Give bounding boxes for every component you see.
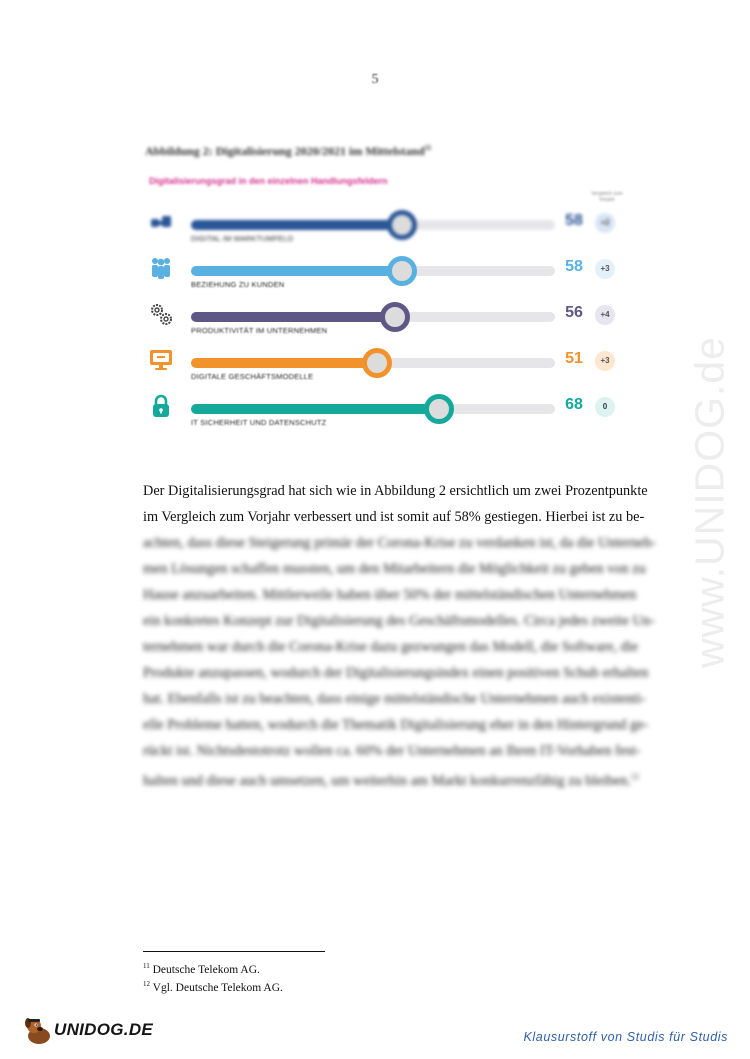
bar-track bbox=[191, 220, 555, 230]
change-badge: 0 bbox=[595, 397, 615, 417]
bar-fill bbox=[191, 312, 395, 322]
bar-track bbox=[191, 312, 555, 322]
bar-fill bbox=[191, 358, 377, 368]
bar-value: 58 bbox=[565, 212, 583, 229]
footnote-text: Vgl. Deutsche Telekom AG. bbox=[150, 981, 283, 994]
body-line: Der Digitalisierungsgrad hat sich wie in Abbildung 2 ersichtlich um zwei Prozentpunkte bbox=[143, 483, 648, 499]
body-line: ein konkretes Konzept zur Digitalisierung des Geschäftsmodelles. Circa jedes zweite Un- bbox=[143, 613, 655, 629]
change-badge: +4 bbox=[595, 305, 615, 325]
watermark bbox=[686, 282, 733, 722]
bar-label: BEZIEHUNG ZU KUNDEN bbox=[191, 280, 285, 289]
digitalization-chart bbox=[145, 176, 625, 436]
bar-value: 51 bbox=[565, 350, 583, 367]
body-line: achten, dass diese Steigerung primär der Corona-Krise zu verdanken ist, da die Unterneh- bbox=[143, 535, 656, 551]
change-column-header: Vergleich zum Vorjahr bbox=[591, 191, 623, 203]
footnote-text: Deutsche Telekom AG. bbox=[149, 963, 260, 976]
chart-row bbox=[145, 390, 625, 430]
bar-knob bbox=[362, 348, 392, 378]
page-number: 5 bbox=[371, 72, 379, 87]
change-badge: +3 bbox=[595, 351, 615, 371]
body-line: hat. Ebenfalls ist zu beachten, dass einige mittelständische Unternehmen auch existenti- bbox=[143, 691, 646, 707]
bar-fill bbox=[191, 220, 402, 230]
chart-row bbox=[145, 206, 625, 246]
footnotes bbox=[143, 959, 283, 995]
change-badge: +2 bbox=[595, 213, 615, 233]
bar-knob bbox=[424, 394, 454, 424]
footnote-ref: 12 bbox=[630, 772, 639, 781]
bar-value: 68 bbox=[565, 396, 583, 413]
footer-tagline: Klausurstoff von Studis für Studis bbox=[523, 1030, 728, 1044]
footnote-number: 11 bbox=[143, 962, 150, 970]
padlock-icon bbox=[149, 394, 173, 418]
bar-label: IT SICHERHEIT UND DATENSCHUTZ bbox=[191, 418, 327, 427]
bar-fill bbox=[191, 404, 439, 414]
bar-label: PRODUKTIVITÄT IM UNTERNEHMEN bbox=[191, 326, 328, 335]
customers-icon bbox=[149, 256, 173, 280]
body-line: im Vergleich zum Vorjahr verbessert und ist somit auf 58% gestiegen. Hierbei ist zu be- bbox=[143, 509, 645, 525]
figure-footnote-ref: 11 bbox=[424, 144, 432, 152]
bar-knob bbox=[387, 210, 417, 240]
footnote-divider bbox=[143, 951, 325, 952]
bar-track bbox=[191, 266, 555, 276]
watermark-text: www.UNIDOG.de bbox=[686, 336, 733, 668]
bar-label: DIGITALE GESCHÄFTSMODELLE bbox=[191, 372, 314, 381]
chart-subtitle: Digitalisierungsgrad in den einzelnen Handlungsfeldern bbox=[149, 176, 388, 186]
monitor-icon bbox=[149, 348, 173, 372]
body-line: elle Probleme hatten, wodurch die Thematik Digitalisierung eher in den Hintergrund ge- bbox=[143, 717, 649, 733]
chart-row bbox=[145, 252, 625, 292]
handshake-icon bbox=[149, 210, 173, 234]
chart-row bbox=[145, 298, 625, 338]
bar-knob bbox=[387, 256, 417, 286]
footnote bbox=[143, 959, 283, 977]
bar-track bbox=[191, 404, 555, 414]
body-line: ternehmen war durch die Corona-Krise dazu gezwungen das Modell, die Software, die bbox=[143, 639, 639, 655]
dog-mascot-icon bbox=[22, 1014, 56, 1046]
bar-track bbox=[191, 358, 555, 368]
bar-value: 56 bbox=[565, 304, 583, 321]
figure-title bbox=[145, 144, 431, 159]
body-line: rückt ist. Nichtsdestotrotz wollen ca. 60% der Unternehmen an Ihren IT-Vorhaben fest- bbox=[143, 743, 641, 759]
chart-row bbox=[145, 344, 625, 384]
bar-value: 58 bbox=[565, 258, 583, 275]
bar-knob bbox=[380, 302, 410, 332]
logo-text: UNIDOG.DE bbox=[54, 1020, 154, 1039]
body-line: Hause anzuarbeiten. Mittlerweile haben über 50% der mittelständischen Unternehmen bbox=[143, 587, 637, 603]
body-line: halten und diese auch umsetzen, um weiterhin am Markt konkurrenzfähig zu bleiben.$^{12}$ bbox=[143, 772, 639, 789]
footnote-number: 12 bbox=[143, 979, 150, 988]
footnote bbox=[143, 977, 283, 995]
unidog-logo[interactable] bbox=[22, 1014, 152, 1046]
change-badge: +3 bbox=[595, 259, 615, 279]
figure-title-text: Abbildung 2: Digitalisierung 2020/2021 im Mittelstand bbox=[145, 144, 425, 158]
bar-fill bbox=[191, 266, 402, 276]
bar-label: DIGITAL IM MARKTUMFELD bbox=[191, 234, 294, 243]
body-text bbox=[143, 478, 678, 790]
body-line: Produkte anzupassen, wodurch der Digitalisierungsindex einen positiven Schub erhalten bbox=[143, 665, 649, 681]
gears-icon bbox=[149, 302, 173, 326]
body-line: men Lösungen schaffen mussten, um den Mitarbeitern die Möglichkeit zu geben von zu bbox=[143, 561, 646, 577]
